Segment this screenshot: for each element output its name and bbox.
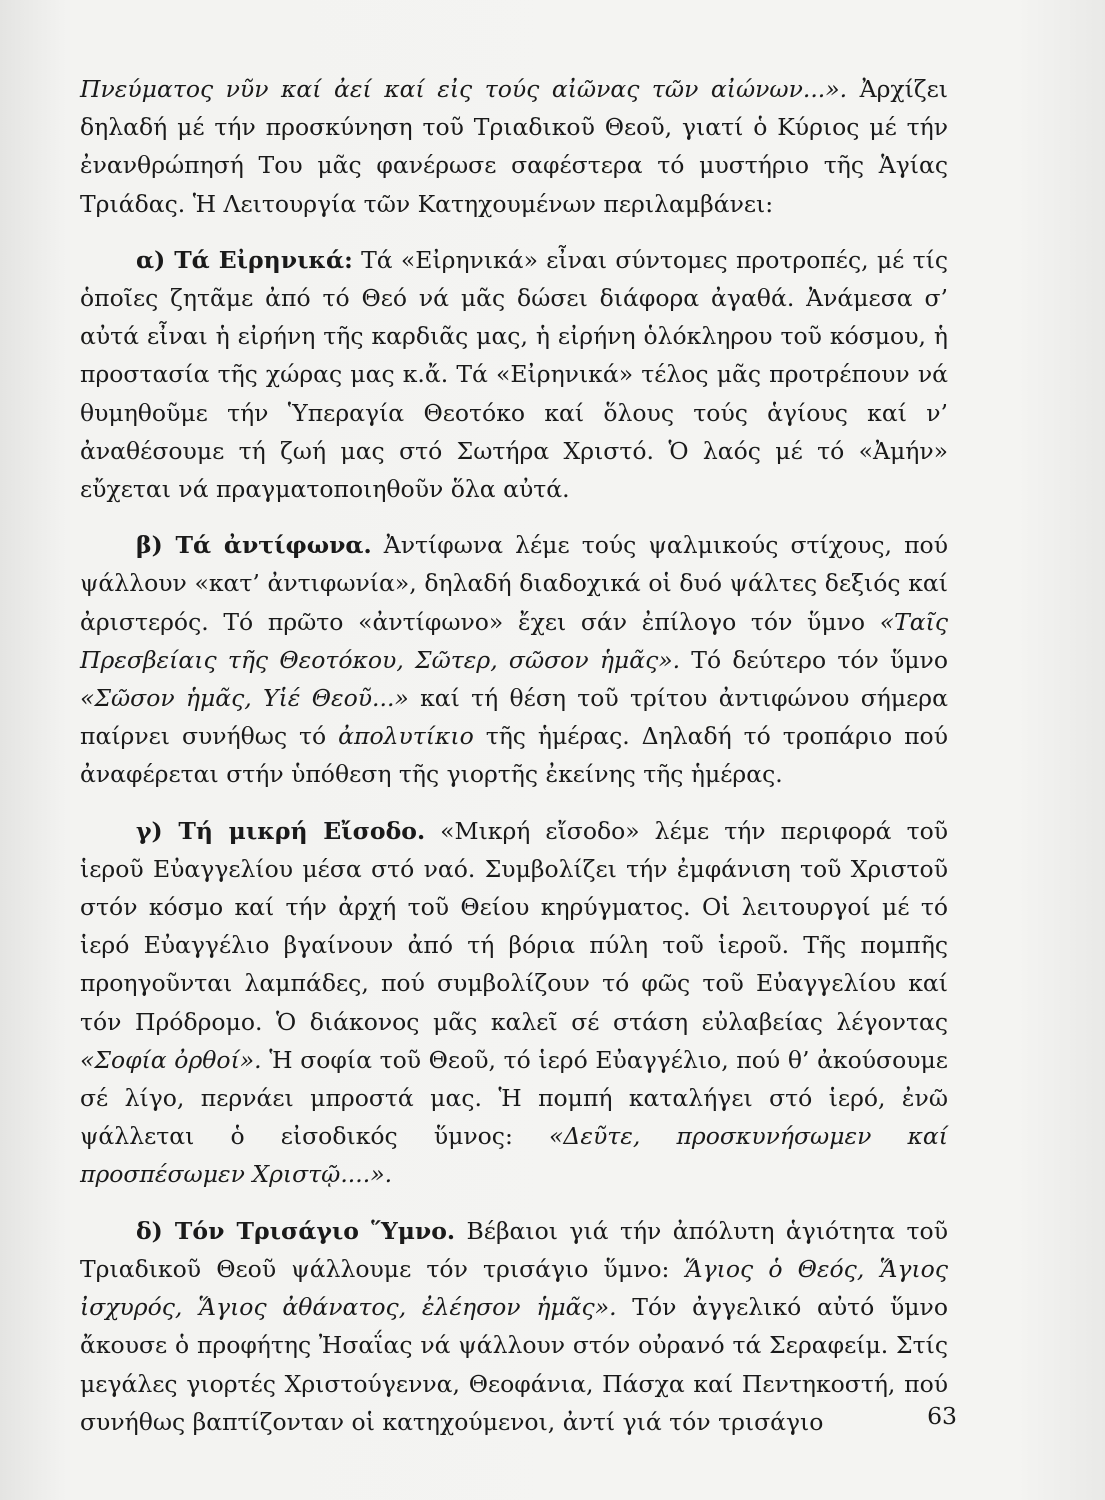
section-heading: β) Τά ἀντίφωνα. xyxy=(136,531,372,560)
body-text xyxy=(80,70,948,1441)
quote: Ἅγιος ὁ Θεός, Ἅγιος ἰσχυρός, Ἅγιος ἀθάνατος, ἐλέησον ἡμᾶς». xyxy=(80,1254,948,1322)
text-run: Βέβαιοι γιά τήν ἀπόλυτη ἁγιότητα τοῦ Τριαδικοῦ Θεοῦ ψάλλουμε τόν τρισάγιο ὕμνο: xyxy=(80,1216,948,1283)
text-run: Τόν ἀγγελικό αὐτό ὕμνο ἄκουσε ὁ προφήτης Ἠσαΐας νά ψάλλουν στόν οὐρανό τά Σεραφείμ. Στίς μεγάλες γιορτές Χριστούγεννα, Θεοφάνια, Πάσχα καί Πεντηκοστή, πού συνήθως βαπτίζονταν οἱ κατηχούμενοι, ἀντί γιά τόν τρισάγιο xyxy=(80,1293,948,1436)
quote: «Ταῖς Πρεσβείαις τῆς Θεοτόκου, Σῶτερ, σῶσον ἡμᾶς». xyxy=(80,607,948,674)
paragraph-antifona xyxy=(80,526,948,793)
page-number: 63 xyxy=(927,1402,957,1430)
quote: Πνεύματος νῦν καί ἀεί καί εἰς τούς αἰῶνας τῶν αἰώνων...». xyxy=(80,75,848,103)
text-run: καί τή θέση τοῦ τρίτου ἀντιφώνου σήμερα παίρνει συνήθως τό xyxy=(80,684,948,751)
quote: «Δεῦτε, προσκυνήσωμεν καί προσπέσωμεν Χριστῷ....». xyxy=(80,1122,948,1189)
text-run: Ἡ σοφία τοῦ Θεοῦ, τό ἱερό Εὐαγγέλιο, πού θ’ ἀκούσουμε σέ λίγο, περνάει μπροστά μας. Ἡ πομπή καταλήγει στό ἱερό, ἐνῶ ψάλλεται ὁ εἰσοδικός ὕμνος: xyxy=(80,1045,948,1151)
text-run: Ἀντίφωνα λέμε τούς ψαλμικούς στίχους, πού ψάλλουν «κατ’ ἀντιφωνία», δηλαδή διαδοχικά οἱ δυό ψάλτες δεξιός καί ἀριστερός. Τό πρῶτο «ἀντίφωνο» ἔχει σάν ἐπίλογο τόν ὕμνο xyxy=(80,531,948,636)
text-run: «Μικρή εἴσοδο» λέμε τήν περιφορά τοῦ ἱεροῦ Εὐαγγελίου μέσα στό ναό. Συμβολίζει τήν ἐμφάνιση τοῦ Χριστοῦ στόν κόσμο καί τήν ἀρχή τοῦ Θείου κηρύγματος. Οἱ λειτουργοί μέ τό ἱερό Εὐαγγέλιο βγαίνουν ἀπό τή βόρια πύλη τοῦ ἱεροῦ. Τῆς πομπῆς προηγοῦνται λαμπάδες, πού συμβολίζουν τό φῶς τοῦ Εὐαγγελίου καί τόν Πρόδρομο. Ὁ διάκονος μᾶς καλεῖ σέ στάση εὐλαβείας λέγοντας xyxy=(80,816,948,1036)
quote: «Σοφία ὀρθοί». xyxy=(80,1045,262,1074)
text-run: Τά «Εἰρηνικά» εἶναι σύντομες προτροπές, μέ τίς ὁποῖες ζητᾶμε ἀπό τό Θεό νά μᾶς δώσει διάφορα ἀγαθά. Ἀνάμεσα σ’ αὐτά εἶναι ἡ εἰρήνη τῆς καρδιᾶς μας, ἡ εἰρήνη ὁλόκληρου τοῦ κόσμου, ἡ προστασία τῆς χώρας μας κ.ἄ. Τά «Εἰρηνικά» τέλος μᾶς προτρέπουν νά θυμηθοῦμε τήν Ὑπεραγία Θεοτόκο καί ὅλους τούς ἁγίους καί ν’ ἀναθέσουμε τή ζωή μας στό Σωτήρα Χριστό. Ὁ λαός μέ τό «Ἀμήν» εὔχεται νά πραγματοποιηθοῦν ὅλα αὐτά. xyxy=(80,245,948,504)
paragraph-trisagio xyxy=(80,1212,948,1441)
section-heading: α) Τά Εἰρηνικά: xyxy=(136,245,353,274)
quote: ἀπολυτίκιο xyxy=(338,722,474,751)
text-run: τῆς ἡμέρας. Δηλαδή τό τροπάριο πού ἀναφέρεται στήν ὑπόθεση τῆς γιορτῆς ἐκείνης τῆς ἡμέρας. xyxy=(80,722,948,789)
quote: «Σῶσον ἡμᾶς, Υἱέ Θεοῦ...» xyxy=(80,684,409,713)
text-run: Ἀρχίζει δηλαδή μέ τήν προσκύνηση τοῦ Τριαδικοῦ Θεοῦ, γιατί ὁ Κύριος μέ τήν ἐνανθρώπησή Του μᾶς φανέρωσε σαφέστερα τό μυστήριο τῆς Ἁγίας Τριάδας. Ἡ Λειτουργία τῶν Κατηχουμένων περιλαμβάνει: xyxy=(80,75,949,218)
section-heading: γ) Τή μικρή Εἴσοδο. xyxy=(136,816,426,845)
paragraph-eirinika xyxy=(80,241,948,508)
section-heading: δ) Τόν Τρισάγιο Ὕμνο. xyxy=(136,1216,456,1245)
paragraph-mikri-eisodos xyxy=(80,812,948,1194)
paragraph-intro xyxy=(80,70,948,223)
text-run: Τό δεύτερο τόν ὕμνο xyxy=(680,645,948,674)
